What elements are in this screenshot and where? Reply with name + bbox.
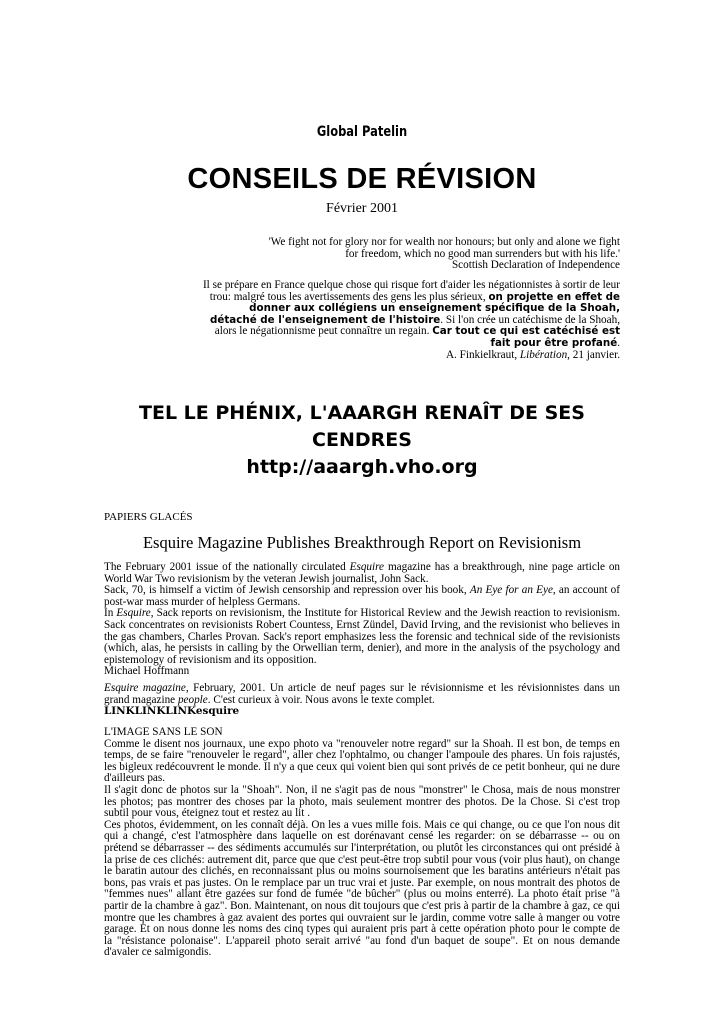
paragraph: Sack, 70, is himself a victim of Jewish censorship and repression over his book, An Eye for an Eye, an account of post-war mass murder of helpless Germans. — [104, 584, 620, 608]
epigraph-text: Il se prépare en France quelque chose qui risque fort d'aider les négationnistes à sortir de leur trou: malgré tous les avertissements des gens les plus sérieux, — [202, 279, 620, 303]
english-article — [104, 562, 620, 678]
banner-heading — [80, 400, 644, 481]
magazine-name: Esquire — [349, 561, 385, 573]
epigraph-date: , 21 janvier. — [567, 348, 620, 361]
epigraph-text: . — [617, 336, 620, 349]
banner-line: CENDRES — [312, 429, 412, 451]
banner-line: TEL LE PHÉNIX, L'AAARGH RENAÎT DE SES — [139, 402, 585, 424]
paragraph: In Esquire, Sack reports on revisionism, the Institute for Historical Review and the Jewish reaction to revisionism. Sack concentrates on revisionists Robert Countess, Ernst Zündel, David Irving, and the revisionist who believes in the gas chambers, Charles Provan. Sack's report emphasizes less the forensic and technical side of the revisionists (which, alas, he persists in calling by the Orwellian term, denier), and more in the analysis of the psychology and epistemology of revisionism and its opposition. — [104, 607, 620, 666]
epigraph-line: for freedom, which no good man surrenders but with his life.' — [345, 247, 620, 260]
image-section — [104, 727, 620, 959]
epigraph-attribution: Scottish Declaration of Independence — [451, 259, 620, 272]
banner-url-link[interactable]: http://aaargh.vho.org — [246, 456, 478, 478]
epigraph-text: . Si l'on crée un catéchisme de la Shoah, alors le négationnisme peut connaître un regain. — [214, 313, 620, 338]
publisher-name: Global Patelin — [316, 124, 408, 140]
paragraph: The February 2001 issue of the nationally circulated Esquire magazine has a breakthrough, nine page article on World War Two revisionism by the veteran Jewish journalist, John Sack. — [104, 561, 621, 585]
paragraph: Ces photos, évidemment, on les connaît déjà. On les a vues mille fois. Mais ce qui change, ou ce que l'on nous dit qui a changé, c'est l'atmosphère dans laquelle on est dorénavant censé les regarder: on se débarrasse -- ou on prétend se débarrasser -- des sédiments accumulés sur l'interprétation, ou plutôt les circonstances qui ont présidé à la prise de ces clichés: autrement dit, parce que que c'est peut-être trop subtil pour vous (voir plus haut), on change le baratin autour des clichés, en reconnaissant plus ou moins sournoisement que les baratins antérieurs n'était pas bons, pas vrais et pas justes. On le remplace par un truc vrai et juste. Par exemple, on nous montrait des photos de "femmes nues" allant être gazées sur fond de fumée "de bûcher" (plus ou moins enterré). La photo était prise "à partir de la chambre à gaz". Bon. Maintenant, on nous dit toujours que c'est pris à partir de la chambre à gaz, ce qui montre que les chambres à gaz avaient des portes qui ouvraient sur le jardin, comme votre salle à manger ou votre garage. Et on nous donne les noms des cinq types qui auraient pris part à cette opération photo pour le compte de la "résistance polonaise". L'appareil photo serait arrivé "au fond d'un baquet de soupe". Et on nous demande d'avaler ce salmigondis. — [104, 818, 620, 959]
epigraph-bold-text: on projette en effet de donner aux collégiens un enseignement spécifique de la Shoah, détaché de l'enseignement de l'histoire — [210, 290, 620, 326]
paragraph: Esquire magazine, February, 2001. Un article de neuf pages sur le révisionnisme et les révisionnistes dans un grand magazine people. C'est curieux à voir. Nous avons le texte complet. — [104, 682, 620, 706]
section-heading: L'IMAGE SANS LE SON — [104, 726, 223, 738]
esquire-link[interactable]: LINKLINKLINKesquire — [104, 705, 240, 718]
magazine-name: Esquire — [116, 607, 151, 620]
page-title: CONSEILS DE RÉVISION — [187, 163, 537, 195]
epigraph-author: A. Finkielkraut, — [445, 348, 520, 361]
epigraph-scottish — [220, 237, 620, 272]
book-title: An Eye for an Eye — [469, 584, 553, 597]
magazine-name: Esquire magazine — [104, 682, 186, 694]
epigraph-bold-text: Car tout ce qui est catéchisé est fait pour être profané — [432, 325, 620, 349]
epigraph-source: Libération — [519, 348, 568, 361]
issue-date: Février 2001 — [326, 201, 398, 216]
epigraph-finkielkraut — [200, 280, 620, 361]
section-label: PAPIERS GLACÉS — [104, 511, 193, 523]
epigraph-line: 'We fight not for glory nor for wealth nor honours; but only and alone we fight — [268, 236, 620, 248]
article-title: Esquire Magazine Publishes Breakthrough Report on Revisionism — [142, 533, 582, 552]
french-note — [104, 683, 620, 718]
paragraph: Comme le disent nos journaux, une expo photo va "renouveler notre regard" sur la Shoah. Il est bon, de temps en temps, de se faire "renouveler le regard", aller chez l'ophtalmo, ou changer l'ampoule des phares. Un fois rajustés, les bigleux redécouvrent le monde. Il n'y a que ceux qui voient bien qui sont privés de ce petit bonheur, qui ne dure d'ailleurs pas. — [104, 737, 620, 785]
signature: Michael Hoffmann — [104, 665, 190, 678]
paragraph: Il s'agit donc de photos sur la "Shoah". Non, il ne s'agit pas de nous "monstrer" le Chosa, mais de nous monstrer les photos; pas montrer des choses par la photo, mais seulement montrer des photos. De la Chose. Si c'est trop subtil pour vous, éteignez tout et restez au lit . — [104, 783, 620, 820]
